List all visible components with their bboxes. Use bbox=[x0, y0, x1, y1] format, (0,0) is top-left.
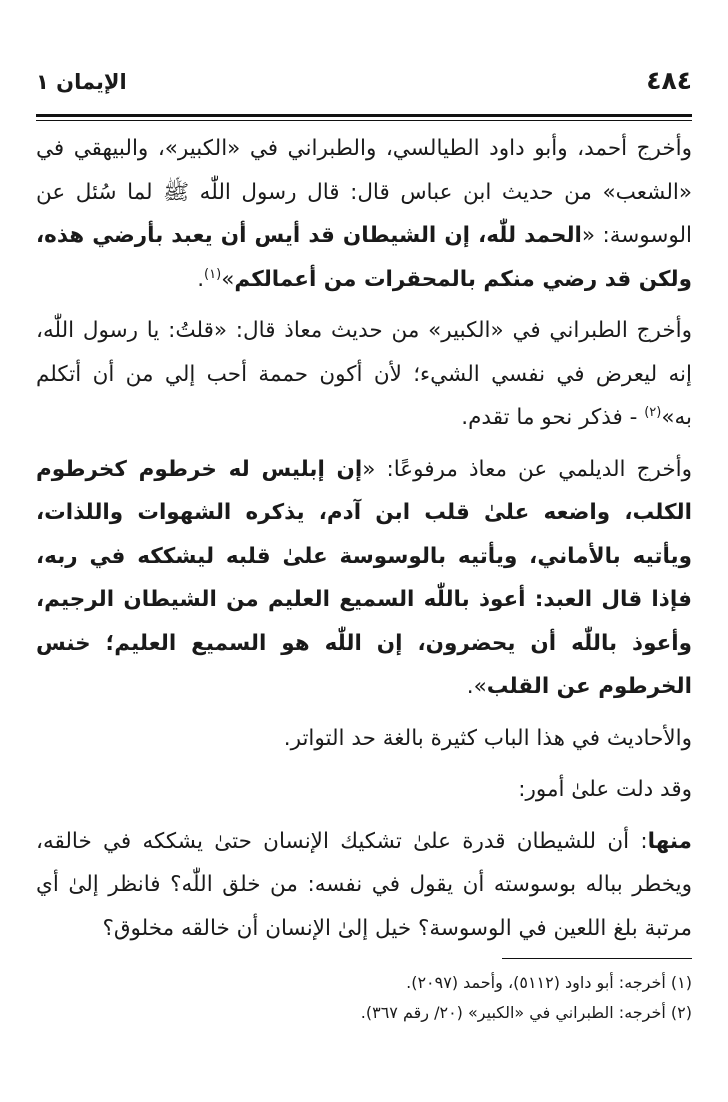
p1-tail: . bbox=[197, 266, 205, 292]
footnote-ref-1[interactable]: (١) bbox=[204, 266, 222, 282]
p3-text: وأخرج الديلمي عن معاذ مرفوعًا: « bbox=[362, 456, 692, 482]
footnote-2: (٢) أخرجه: الطبراني في «الكبير» (٢٠/ رقم ٣٦٧). bbox=[360, 1003, 692, 1022]
paragraph-5: وقد دلت علىٰ أمور: bbox=[518, 777, 692, 802]
running-title: الإيمان ١ bbox=[36, 70, 127, 94]
footnote-separator bbox=[502, 958, 692, 959]
p6-bold-text: منها bbox=[647, 828, 692, 854]
p1-bold-text: الحمد للّٰه، إن الشيطان قد أيس أن يعبد بأرضي هذه، ولكن قد رضي منكم بالمحقرات من أعمالكم bbox=[36, 223, 692, 292]
p2-text: وأخرج الطبراني في «الكبير» من حديث معاذ قال: «قلتُ: يا رسول اللّٰه، إنه ليعرض في نفسي الشيء؛ لأن أكون حممة أحب إلي من أن أتكلم به» bbox=[36, 318, 692, 430]
p3-bold-text: إن إبليس له خرطوم كخرطوم الكلب، واضعه علىٰ قلب ابن آدم، يذكره الشهوات واللذات، ويأتيه بالأماني، ويأتيه بالوسوسة علىٰ قلبه ليشككه في ربه، فإذا قال العبد: أعوذ باللّٰه السميع العليم من الشيطان الرجيم، وأعوذ باللّٰه أن يحضرون، إن اللّٰه هو السميع العليم؛ خنس الخرطوم عن القلب bbox=[36, 456, 692, 699]
p1-quote-end: » bbox=[221, 266, 235, 292]
page-header bbox=[36, 64, 692, 104]
paragraph-6 bbox=[36, 820, 692, 951]
header-rule-thick bbox=[36, 114, 692, 117]
paragraph-2 bbox=[36, 309, 692, 440]
paragraph-4: والأحاديث في هذا الباب كثيرة بالغة حد التواتر. bbox=[283, 725, 692, 751]
p1-text: وأخرج أحمد، وأبو داود الطيالسي، والطبراني في «الكبير»، والبيهقي في «الشعب» من حديث ابن عباس قال: قال رسول اللّٰه ﷺ لما سُئل عن الوسوسة: « bbox=[36, 136, 692, 248]
footnote-ref-2[interactable]: (٢) bbox=[644, 404, 662, 420]
footnote-1: (١) أخرجه: أبو داود (٥١١٢)، وأحمد (٢٠٩٧). bbox=[406, 973, 692, 992]
page-body bbox=[36, 127, 692, 950]
p6-text: : أن للشيطان قدرة علىٰ تشكيك الإنسان حتىٰ يشككه في خالقه، ويخطر بباله بوسوسته أن يقول في نفسه: من خلق اللّٰه؟ فانظر إلىٰ أي مرتبة بلغ اللعين في الوسوسة؟ خيل إلىٰ الإنسان أن خالقه مخلوق؟ bbox=[36, 828, 692, 941]
page-number: ٤٨٤ bbox=[646, 66, 692, 95]
p3-tail: ». bbox=[466, 674, 487, 699]
footnotes bbox=[36, 968, 692, 1028]
p2-tail: - فذكر نحو ما تقدم. bbox=[461, 405, 645, 430]
paragraph-1 bbox=[36, 127, 692, 301]
paragraph-3 bbox=[36, 448, 692, 709]
header-rule-thin bbox=[36, 120, 692, 121]
